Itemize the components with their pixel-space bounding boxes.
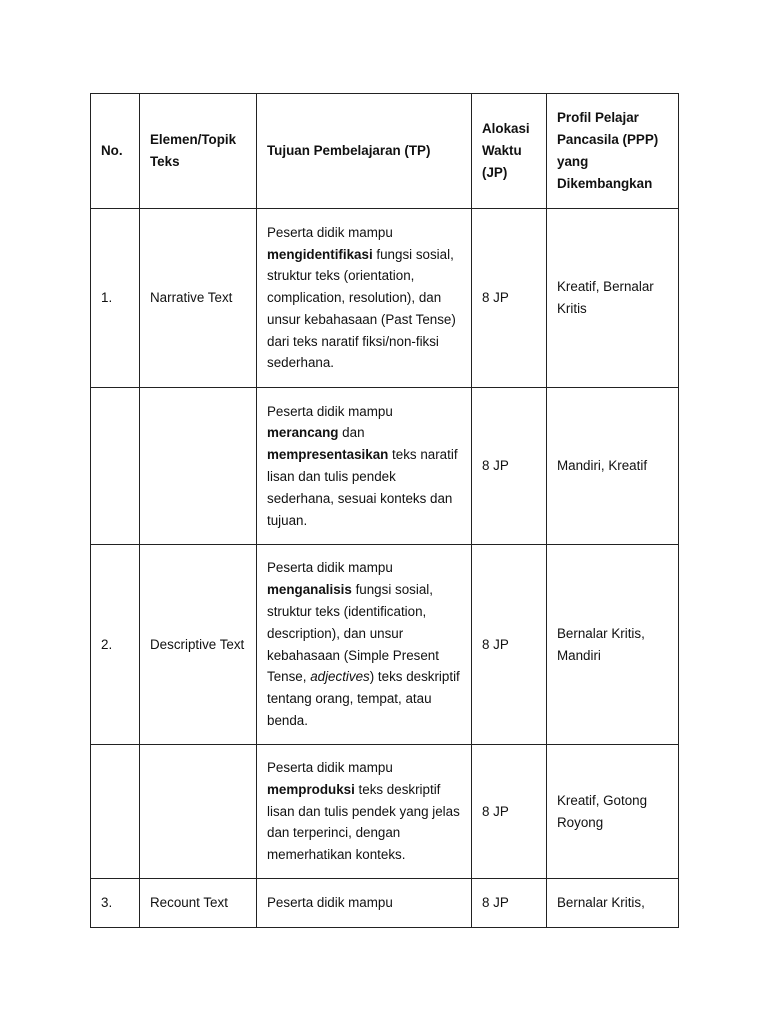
row-topic [140,745,257,879]
objective-intro: Peserta didik mampu [267,224,393,240]
row-objective [257,879,472,928]
objective-text: fungsi sosial, struktur teks (orientation, complication, resolution), dan unsur kebahasaan (Past Tense) dari teks naratif fiksi/non-fiksi sederhana. [267,246,456,371]
table-row [91,388,679,545]
objective-verb: menganalisis [267,582,352,598]
row-objective [257,209,472,388]
table-row [91,745,679,879]
row-ppp: Kreatif, Gotong Royong [547,745,679,879]
header-topic: Elemen/Topik Teks [140,94,257,209]
table-row [91,545,679,745]
row-number [91,745,140,879]
objective-intro: Peserta didik mampu [267,560,393,576]
row-number: 3. [91,879,140,928]
objective-text-tail: ) teks deskriptif tentang orang, tempat, atau benda. [267,669,460,728]
row-ppp: Bernalar Kritis, Mandiri [547,545,679,745]
row-time: 8 JP [472,745,547,879]
objective-verb: merancang [267,425,339,441]
header-tp: Tujuan Pembelajaran (TP) [257,94,472,209]
objective-verb: memproduksi [267,781,355,797]
objective-verb: mengidentifikasi [267,246,373,262]
row-ppp: Bernalar Kritis, [547,879,679,928]
objective-intro: Peserta didik mampu [267,895,393,911]
row-objective [257,545,472,745]
objective-italic-term: adjectives [310,669,370,685]
header-ppp: Profil Pelajar Pancasila (PPP) yang Dikembangkan [547,94,679,209]
objective-text: teks deskriptif lisan dan tulis pendek yang jelas dan terperinci, dengan memerhatikan konteks. [267,781,460,863]
curriculum-table [90,93,679,928]
objective-conjunction: dan [338,425,365,441]
row-topic: Narrative Text [140,209,257,388]
row-number: 1. [91,209,140,388]
row-topic [140,388,257,545]
row-number [91,388,140,545]
row-time: 8 JP [472,209,547,388]
table-header-row [91,94,679,209]
row-objective [257,745,472,879]
objective-verb: mempresentasikan [267,447,389,463]
objective-intro: Peserta didik mampu [267,403,393,419]
row-time: 8 JP [472,879,547,928]
row-objective [257,388,472,545]
row-topic: Descriptive Text [140,545,257,745]
row-number: 2. [91,545,140,745]
row-time: 8 JP [472,388,547,545]
row-ppp: Mandiri, Kreatif [547,388,679,545]
row-ppp: Kreatif, Bernalar Kritis [547,209,679,388]
objective-text: fungsi sosial, struktur teks (identification, description), dan unsur kebahasaan (Simple Present Tense, [267,582,439,685]
objective-intro: Peserta didik mampu [267,760,393,775]
table-row [91,879,679,928]
header-time: Alokasi Waktu (JP) [472,94,547,209]
row-topic: Recount Text [140,879,257,928]
table-row [91,209,679,388]
header-no: No. [91,94,140,209]
objective-text: teks naratif lisan dan tulis pendek sederhana, sesuai konteks dan tujuan. [267,447,458,528]
row-time: 8 JP [472,545,547,745]
